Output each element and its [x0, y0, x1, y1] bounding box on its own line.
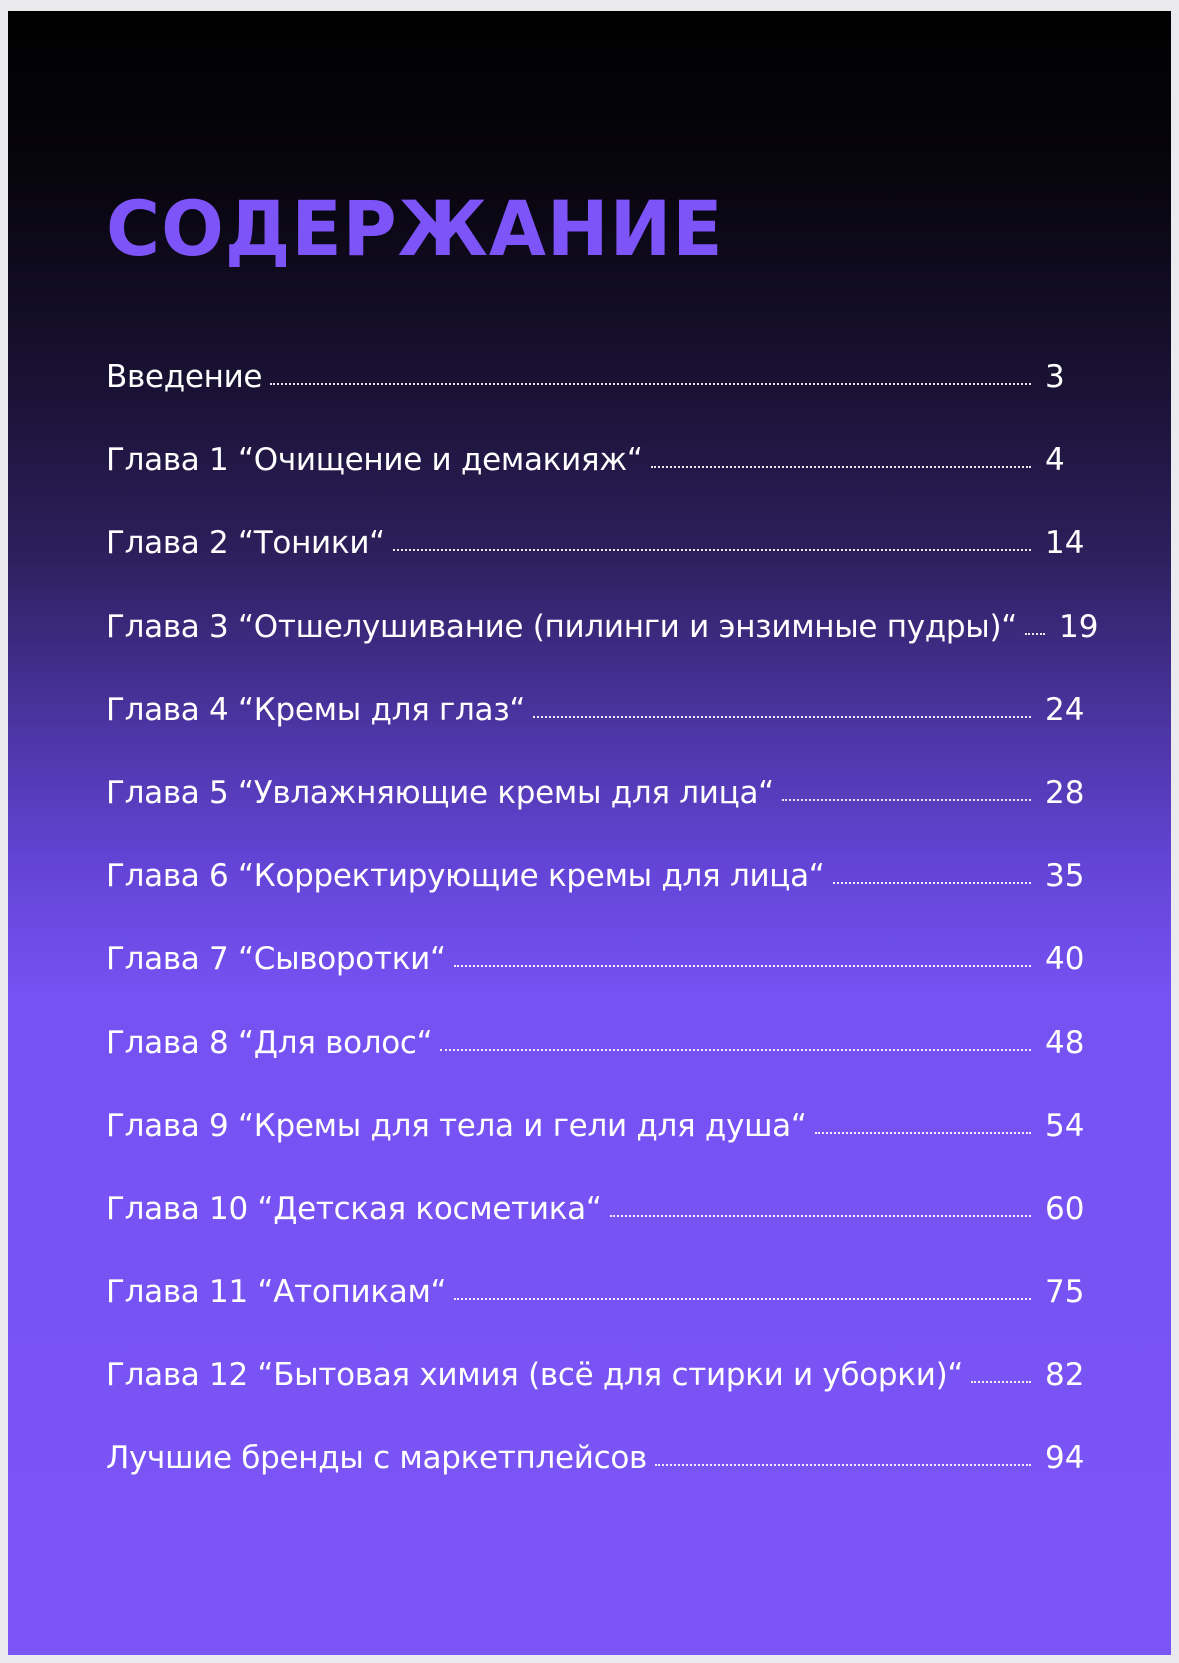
toc-entry-page: 19: [1059, 608, 1099, 645]
dot-leader: [533, 716, 1031, 718]
toc-entry-label: Введение: [106, 359, 263, 395]
toc-entry-page: 35: [1045, 858, 1085, 895]
toc-entry-page: 94: [1045, 1440, 1085, 1477]
dot-leader: [833, 882, 1031, 884]
page-title: СОДЕРЖАНИЕ: [106, 184, 724, 273]
toc-entry-label: Глава 4 “Кремы для глаз“: [106, 691, 526, 728]
toc-entry-chapter-4[interactable]: [106, 691, 1091, 778]
dot-leader: [270, 383, 1031, 385]
dot-leader: [651, 466, 1031, 468]
toc-entry-label: Глава 10 “Детская косметика“: [106, 1190, 602, 1227]
toc-entry-page: 75: [1045, 1274, 1085, 1311]
toc-entry-label: Глава 9 “Кремы для тела и гели для душа“: [106, 1107, 807, 1144]
dot-leader: [454, 1298, 1031, 1300]
document-page: [8, 11, 1171, 1655]
toc-entry-page: 14: [1045, 525, 1085, 562]
toc-entry-label: Глава 3 “Отшелушивание (пилинги и энзимные пудры)“: [106, 608, 1018, 645]
toc-entry-label: Глава 2 “Тоники“: [106, 525, 385, 562]
toc-entry-introduction[interactable]: [106, 359, 1091, 445]
toc-entry-chapter-12[interactable]: [106, 1357, 1091, 1443]
toc-entry-page: 48: [1045, 1024, 1085, 1061]
dot-leader: [610, 1215, 1031, 1217]
dot-leader: [782, 799, 1031, 801]
dot-leader: [454, 965, 1031, 967]
toc-entry-chapter-7[interactable]: [106, 941, 1091, 1027]
toc-entry-label: Глава 12 “Бытовая химия (всё для стирки и уборки)“: [106, 1357, 964, 1394]
toc-entry-label: Глава 7 “Сыворотки“: [106, 941, 446, 978]
toc-entry-chapter-11[interactable]: [106, 1274, 1091, 1360]
toc-entry-best-brands[interactable]: [106, 1440, 1091, 1526]
table-of-contents: [106, 359, 1099, 1527]
toc-entry-chapter-5[interactable]: [106, 774, 1091, 861]
dot-leader: [1025, 633, 1045, 635]
toc-entry-page: 82: [1045, 1357, 1085, 1394]
toc-entry-label: Глава 8 “Для волос“: [106, 1024, 433, 1061]
toc-entry-label: Глава 11 “Атопикам“: [106, 1274, 447, 1311]
dot-leader: [393, 549, 1031, 551]
toc-entry-label: Лучшие бренды с маркетплейсов: [106, 1440, 648, 1477]
toc-entry-page: 40: [1045, 941, 1085, 978]
toc-entry-chapter-6[interactable]: [106, 858, 1091, 944]
toc-entry-chapter-9[interactable]: [106, 1107, 1091, 1194]
toc-entry-chapter-2[interactable]: [106, 525, 1091, 611]
toc-entry-chapter-3[interactable]: [106, 608, 1099, 695]
toc-entry-page: 3: [1045, 359, 1065, 395]
dot-leader: [815, 1132, 1031, 1134]
toc-entry-page: 28: [1045, 774, 1085, 811]
toc-entry-chapter-10[interactable]: [106, 1190, 1091, 1277]
toc-entry-page: 60: [1045, 1190, 1085, 1227]
toc-entry-label: Глава 6 “Корректирующие кремы для лица“: [106, 858, 825, 895]
dot-leader: [440, 1049, 1031, 1051]
dot-leader: [655, 1464, 1031, 1466]
toc-entry-chapter-1[interactable]: [106, 442, 1091, 528]
toc-entry-label: Глава 5 “Увлажняющие кремы для лица“: [106, 774, 774, 811]
toc-entry-page: 24: [1045, 691, 1085, 728]
toc-entry-page: 4: [1045, 442, 1065, 479]
toc-entry-label: Глава 1 “Очищение и демакияж“: [106, 442, 643, 479]
dot-leader: [971, 1381, 1031, 1383]
toc-entry-page: 54: [1045, 1107, 1085, 1144]
toc-entry-chapter-8[interactable]: [106, 1024, 1091, 1111]
